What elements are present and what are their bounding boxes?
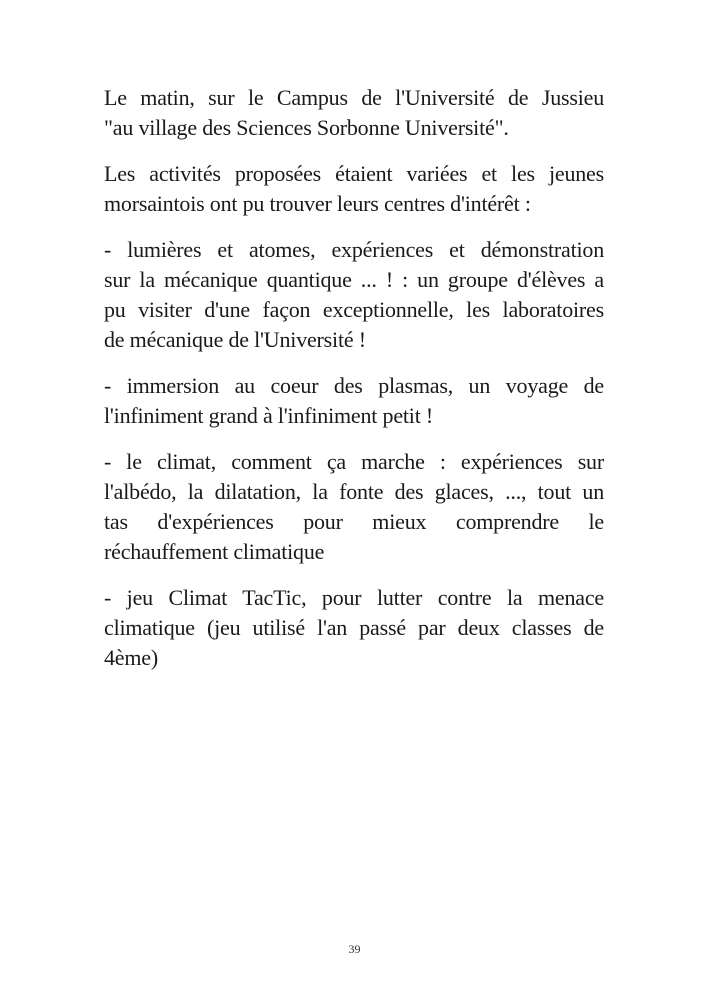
paragraph-line: - jeu Climat TacTic, pour lutter contre la menace [104, 585, 604, 610]
paragraph-line: morsaintois ont pu trouver leurs centres d'intérêt : [104, 191, 531, 216]
paragraph-line: tas d'expériences pour mieux comprendre le [104, 509, 604, 534]
paragraph-climat-tactic [104, 583, 604, 673]
paragraph-campus-intro [104, 83, 604, 143]
paragraph-line: - lumières et atomes, expériences et démonstration [104, 237, 604, 262]
paragraph-line: pu visiter d'une façon exceptionnelle, les laboratoires [104, 297, 604, 322]
paragraph-line: "au village des Sciences Sorbonne Université". [104, 115, 509, 140]
paragraph-line: - le climat, comment ça marche : expériences sur [104, 449, 604, 474]
paragraph-line: de mécanique de l'Université ! [104, 327, 366, 352]
page-number: 39 [348, 942, 361, 956]
paragraph-line: climatique (jeu utilisé l'an passé par deux classes de [104, 615, 604, 640]
paragraph-lumieres-atomes [104, 235, 604, 355]
paragraph-line: l'infiniment grand à l'infiniment petit ! [104, 403, 434, 428]
page-body [104, 83, 604, 689]
paragraph-line: 4ème) [104, 645, 158, 670]
paragraph-line: l'albédo, la dilatation, la fonte des glaces, ..., tout un [104, 479, 604, 504]
paragraph-line: - immersion au coeur des plasmas, un voyage de [104, 373, 604, 398]
paragraph-line: sur la mécanique quantique ... ! : un groupe d'élèves a [104, 267, 604, 292]
paragraph-line: réchauffement climatique [104, 539, 325, 564]
paragraph-activities-intro [104, 159, 604, 219]
paragraph-climat [104, 447, 604, 567]
paragraph-line: Les activités proposées étaient variées et les jeunes [104, 161, 604, 186]
paragraph-plasmas [104, 371, 604, 431]
paragraph-line: Le matin, sur le Campus de l'Université de Jussieu [104, 85, 604, 110]
